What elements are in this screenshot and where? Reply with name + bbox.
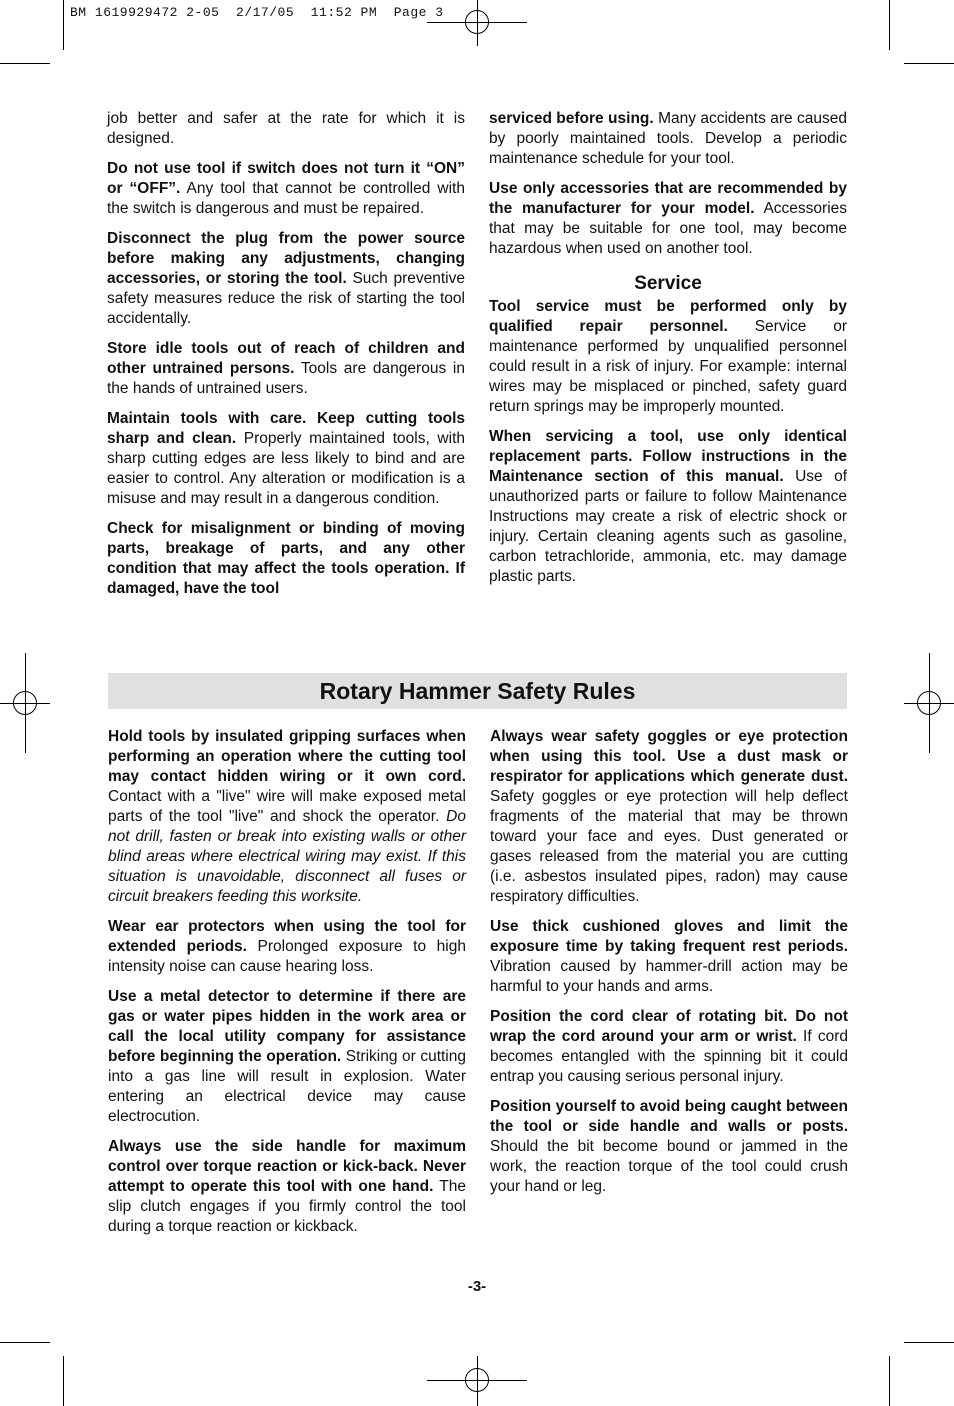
paragraph-insulated-surfaces: Hold tools by insulated gripping surfaces when performing an operation where the cutting tool may contact hidden wiring or it own cord. Contact with a "live" wire will make exposed metal parts of the tool "live" and shock the operator. Do not drill, fasten or break into existing walls or other blind areas where electrical wiring may exist. If this situation is unavoidable, disconnect all fuses or circuit breakers feeding this worksite. [108,728,466,905]
paragraph-identical-parts: When servicing a tool, use only identical replacement parts. Follow instructions in the Maintenance section of this manual. Use of unauthorized parts or failure to follow Maintenance Instructions may create a risk of electric shock or injury. Certain cleaning agents such as gasoline, carbon tetrachloride, ammonia, etc. may damage plastic parts. [489,428,847,585]
paragraph-ear-protectors: Wear ear protectors when using the tool for extended periods. Prolonged exposure to high intensity noise can cause hearing loss. [108,918,466,975]
paragraph-disconnect-plug: Disconnect the plug from the power source before making any adjustments, changing accessories, or storing the tool. Such preventive safety measures reduce the risk of starting the tool accidentally. [107,230,465,327]
top-right-column [489,109,847,587]
page-number: -3- [467,1278,487,1295]
section-banner-rotary-hammer: Rotary Hammer Safety Rules [108,673,847,709]
paragraph-qualified-service: Tool service must be performed only by qualified repair personnel. Service or maintenance performed by unqualified personnel could result in a risk of injury. For example: internal wires may be misplaced or pinched, safety guard return springs may be improperly mounted. [489,298,847,415]
paragraph-serviced-before-using: serviced before using. Many accidents are caused by poorly maintained tools. Develop a periodic maintenance schedule for your tool. [489,110,847,167]
paragraph-maintain-tools: Maintain tools with care. Keep cutting tools sharp and clean. Properly maintained tools, with sharp cutting edges are less likely to bind and are easier to control. Any alteration or modification is a misuse and may result in a dangerous condition. [107,410,465,507]
paragraph-position-yourself: Position yourself to avoid being caught between the tool or side handle and walls or posts. Should the bit become bound or jammed in the work, the reaction torque of the tool could crush your hand or leg. [490,1098,848,1195]
paragraph-metal-detector: Use a metal detector to determine if there are gas or water pipes hidden in the work area or call the local utility company for assistance before beginning the operation. Striking or cutting into a gas line will result in explosion. Water entering an electrical device may cause electrocution. [108,988,466,1125]
top-left-column [107,109,465,599]
paragraph-tool-rate: job better and safer at the rate for which it is designed. [107,110,465,147]
print-slug: BM 1619929472 2-05 2/17/05 11:52 PM Page 3 [70,5,444,20]
paragraph-store-idle-tools: Store idle tools out of reach of children and other untrained persons. Tools are dangerous in the hands of untrained users. [107,340,465,397]
paragraph-cushioned-gloves: Use thick cushioned gloves and limit the exposure time by taking frequent rest periods. Vibration caused by hammer-drill action may be harmful to your hands and arms. [490,918,848,995]
paragraph-cord-clear: Position the cord clear of rotating bit. Do not wrap the cord around your arm or wrist. If cord becomes entangled with the spinning bit it could entrap you causing serious personal injury. [490,1008,848,1085]
paragraph-accessories: Use only accessories that are recommended by the manufacturer for your model. Accessories that may be suitable for one tool, may become hazardous when used on another tool. [489,180,848,257]
bottom-left-column [108,727,466,1237]
bottom-right-column [490,727,848,1197]
paragraph-safety-goggles: Always wear safety goggles or eye protection when using this tool. Use a dust mask or respirator for applications which generate dust. Safety goggles or eye protection will help deflect fragments of the material that may be thrown toward your face and eyes. Dust generated or gases released from the material you are cutting (i.e. asbestos insulated pipes, radon) may cause respiratory difficulties. [490,728,848,905]
paragraph-switch: Do not use tool if switch does not turn it “ON” or “OFF”. Any tool that cannot be controlled with the switch is dangerous and must be repaired. [107,160,465,217]
paragraph-side-handle: Always use the side handle for maximum control over torque reaction or kick-back. Never attempt to operate this tool with one hand. The slip clutch engages if you firmly control the tool during a torque reaction or kickback. [108,1138,466,1235]
service-heading: Service [634,273,702,294]
paragraph-check-misalignment: Check for misalignment or binding of moving parts, breakage of parts, and any other condition that may affect the tools operation. If damaged, have the tool [107,520,465,597]
